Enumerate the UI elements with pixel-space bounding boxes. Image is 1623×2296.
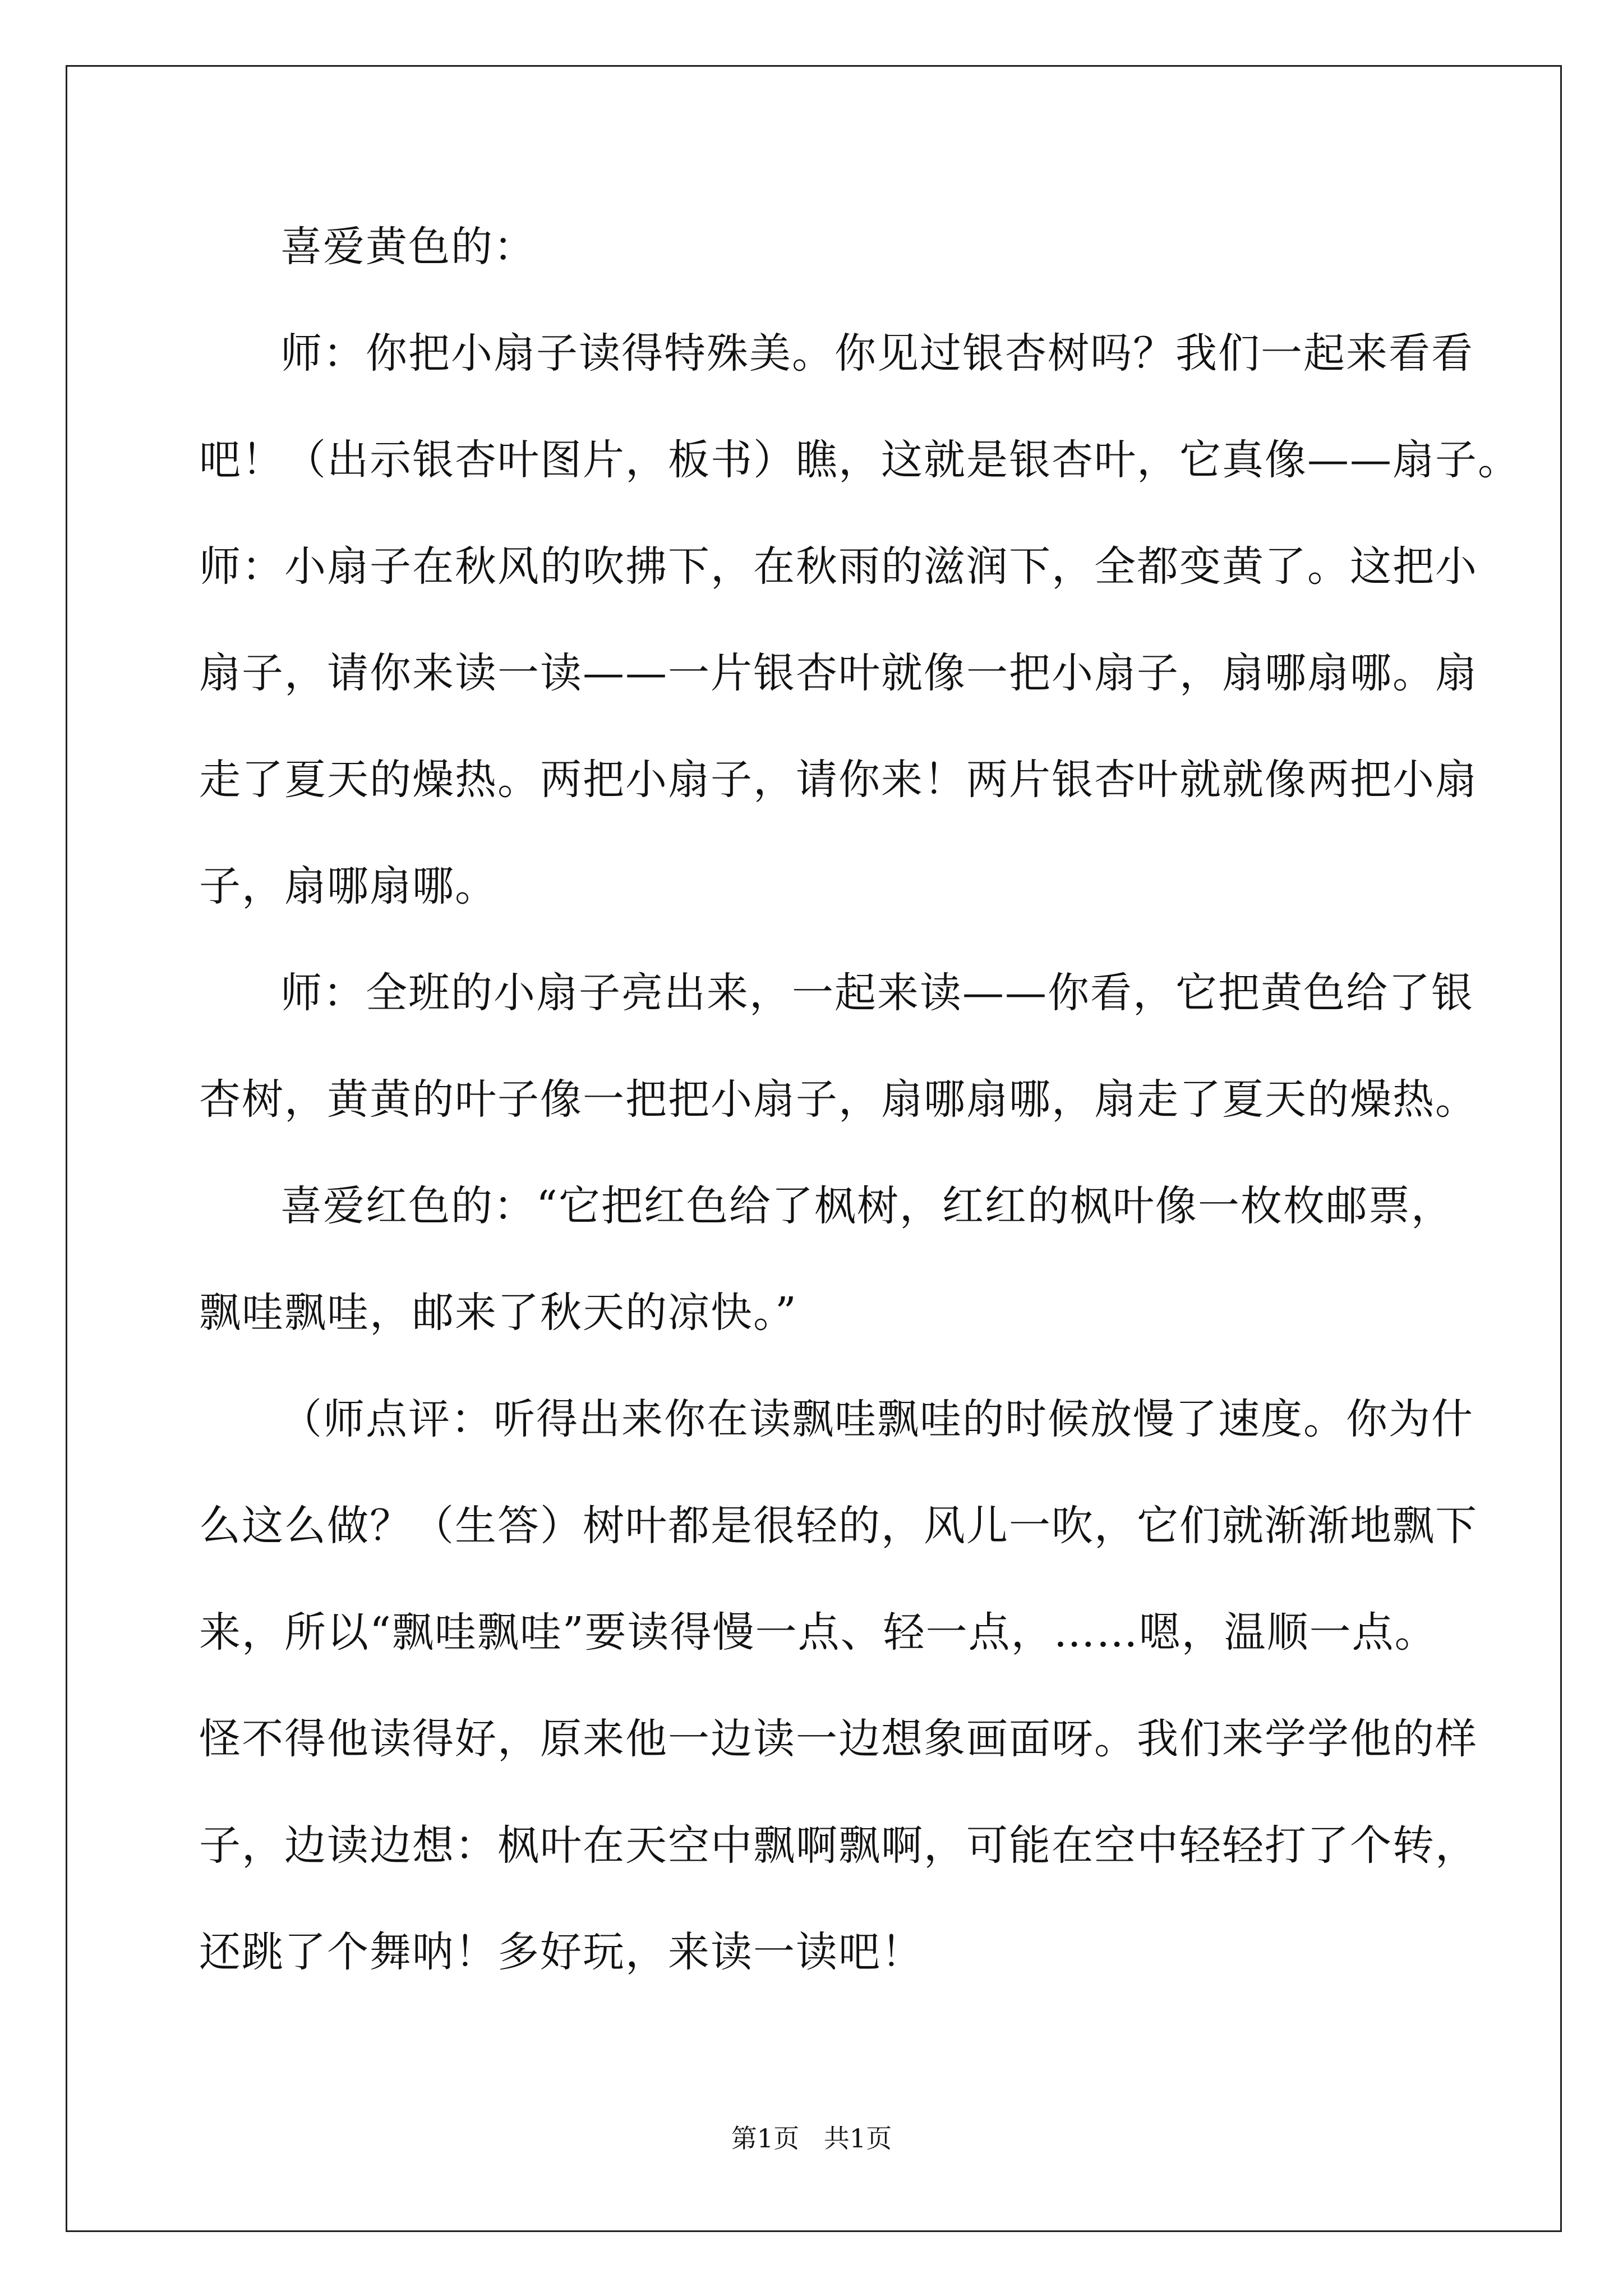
page-border <box>66 65 1562 2232</box>
page-number-footer: 第1页 共1页 <box>731 2123 892 2154</box>
paragraph-line: 子，扇哪扇哪。 <box>199 862 497 910</box>
paragraph-line: 走了夏天的燥热。两把小扇子，请你来！两片银杏叶就就像两把小扇 <box>199 756 1478 804</box>
paragraph-line: 师：小扇子在秋风的吹拂下，在秋雨的滋润下，全都变黄了。这把小 <box>199 542 1478 591</box>
paragraph-line: （师点评：听得出来你在读飘哇飘哇的时候放慢了速度。你为什 <box>280 1395 1474 1443</box>
paragraph-line: 来，所以“飘哇飘哇”要读得慢一点、轻一点，……嗯，温顺一点。 <box>199 1608 1437 1657</box>
paragraph-line: 杏树，黄黄的叶子像一把把小扇子，扇哪扇哪，扇走了夏天的燥热。 <box>199 1075 1478 1124</box>
paragraph-line: 扇子，请你来读一读——一片银杏叶就像一把小扇子，扇哪扇哪。扇 <box>199 649 1478 697</box>
paragraph-line: 师：你把小扇子读得特殊美。你见过银杏树吗？我们一起来看看 <box>280 329 1474 378</box>
paragraph-line: 喜爱黄色的： <box>280 223 536 271</box>
paragraph-line: 么这么做？（生答）树叶都是很轻的，风儿一吹，它们就渐渐地飘下 <box>199 1502 1478 1550</box>
paragraph-line: 师：全班的小扇子亮出来，一起来读——你看，它把黄色给了银 <box>280 969 1474 1017</box>
paragraph-line: 飘哇飘哇，邮来了秋天的凉快。” <box>199 1289 797 1337</box>
paragraph-line: 吧！（出示银杏叶图片，板书）瞧，这就是银杏叶，它真像——扇子。 <box>199 436 1520 484</box>
paragraph-line: 喜爱红色的：“它把红色给了枫树，红红的枫叶像一枚枚邮票， <box>280 1182 1454 1230</box>
paragraph-line: 怪不得他读得好，原来他一边读一边想象画面呀。我们来学学他的样 <box>199 1715 1478 1763</box>
paragraph-line: 子，边读边想：枫叶在天空中飘啊飘啊，可能在空中轻轻打了个转， <box>199 1821 1478 1870</box>
paragraph-line: 还跳了个舞呐！多好玩，来读一读吧！ <box>199 1928 924 1976</box>
